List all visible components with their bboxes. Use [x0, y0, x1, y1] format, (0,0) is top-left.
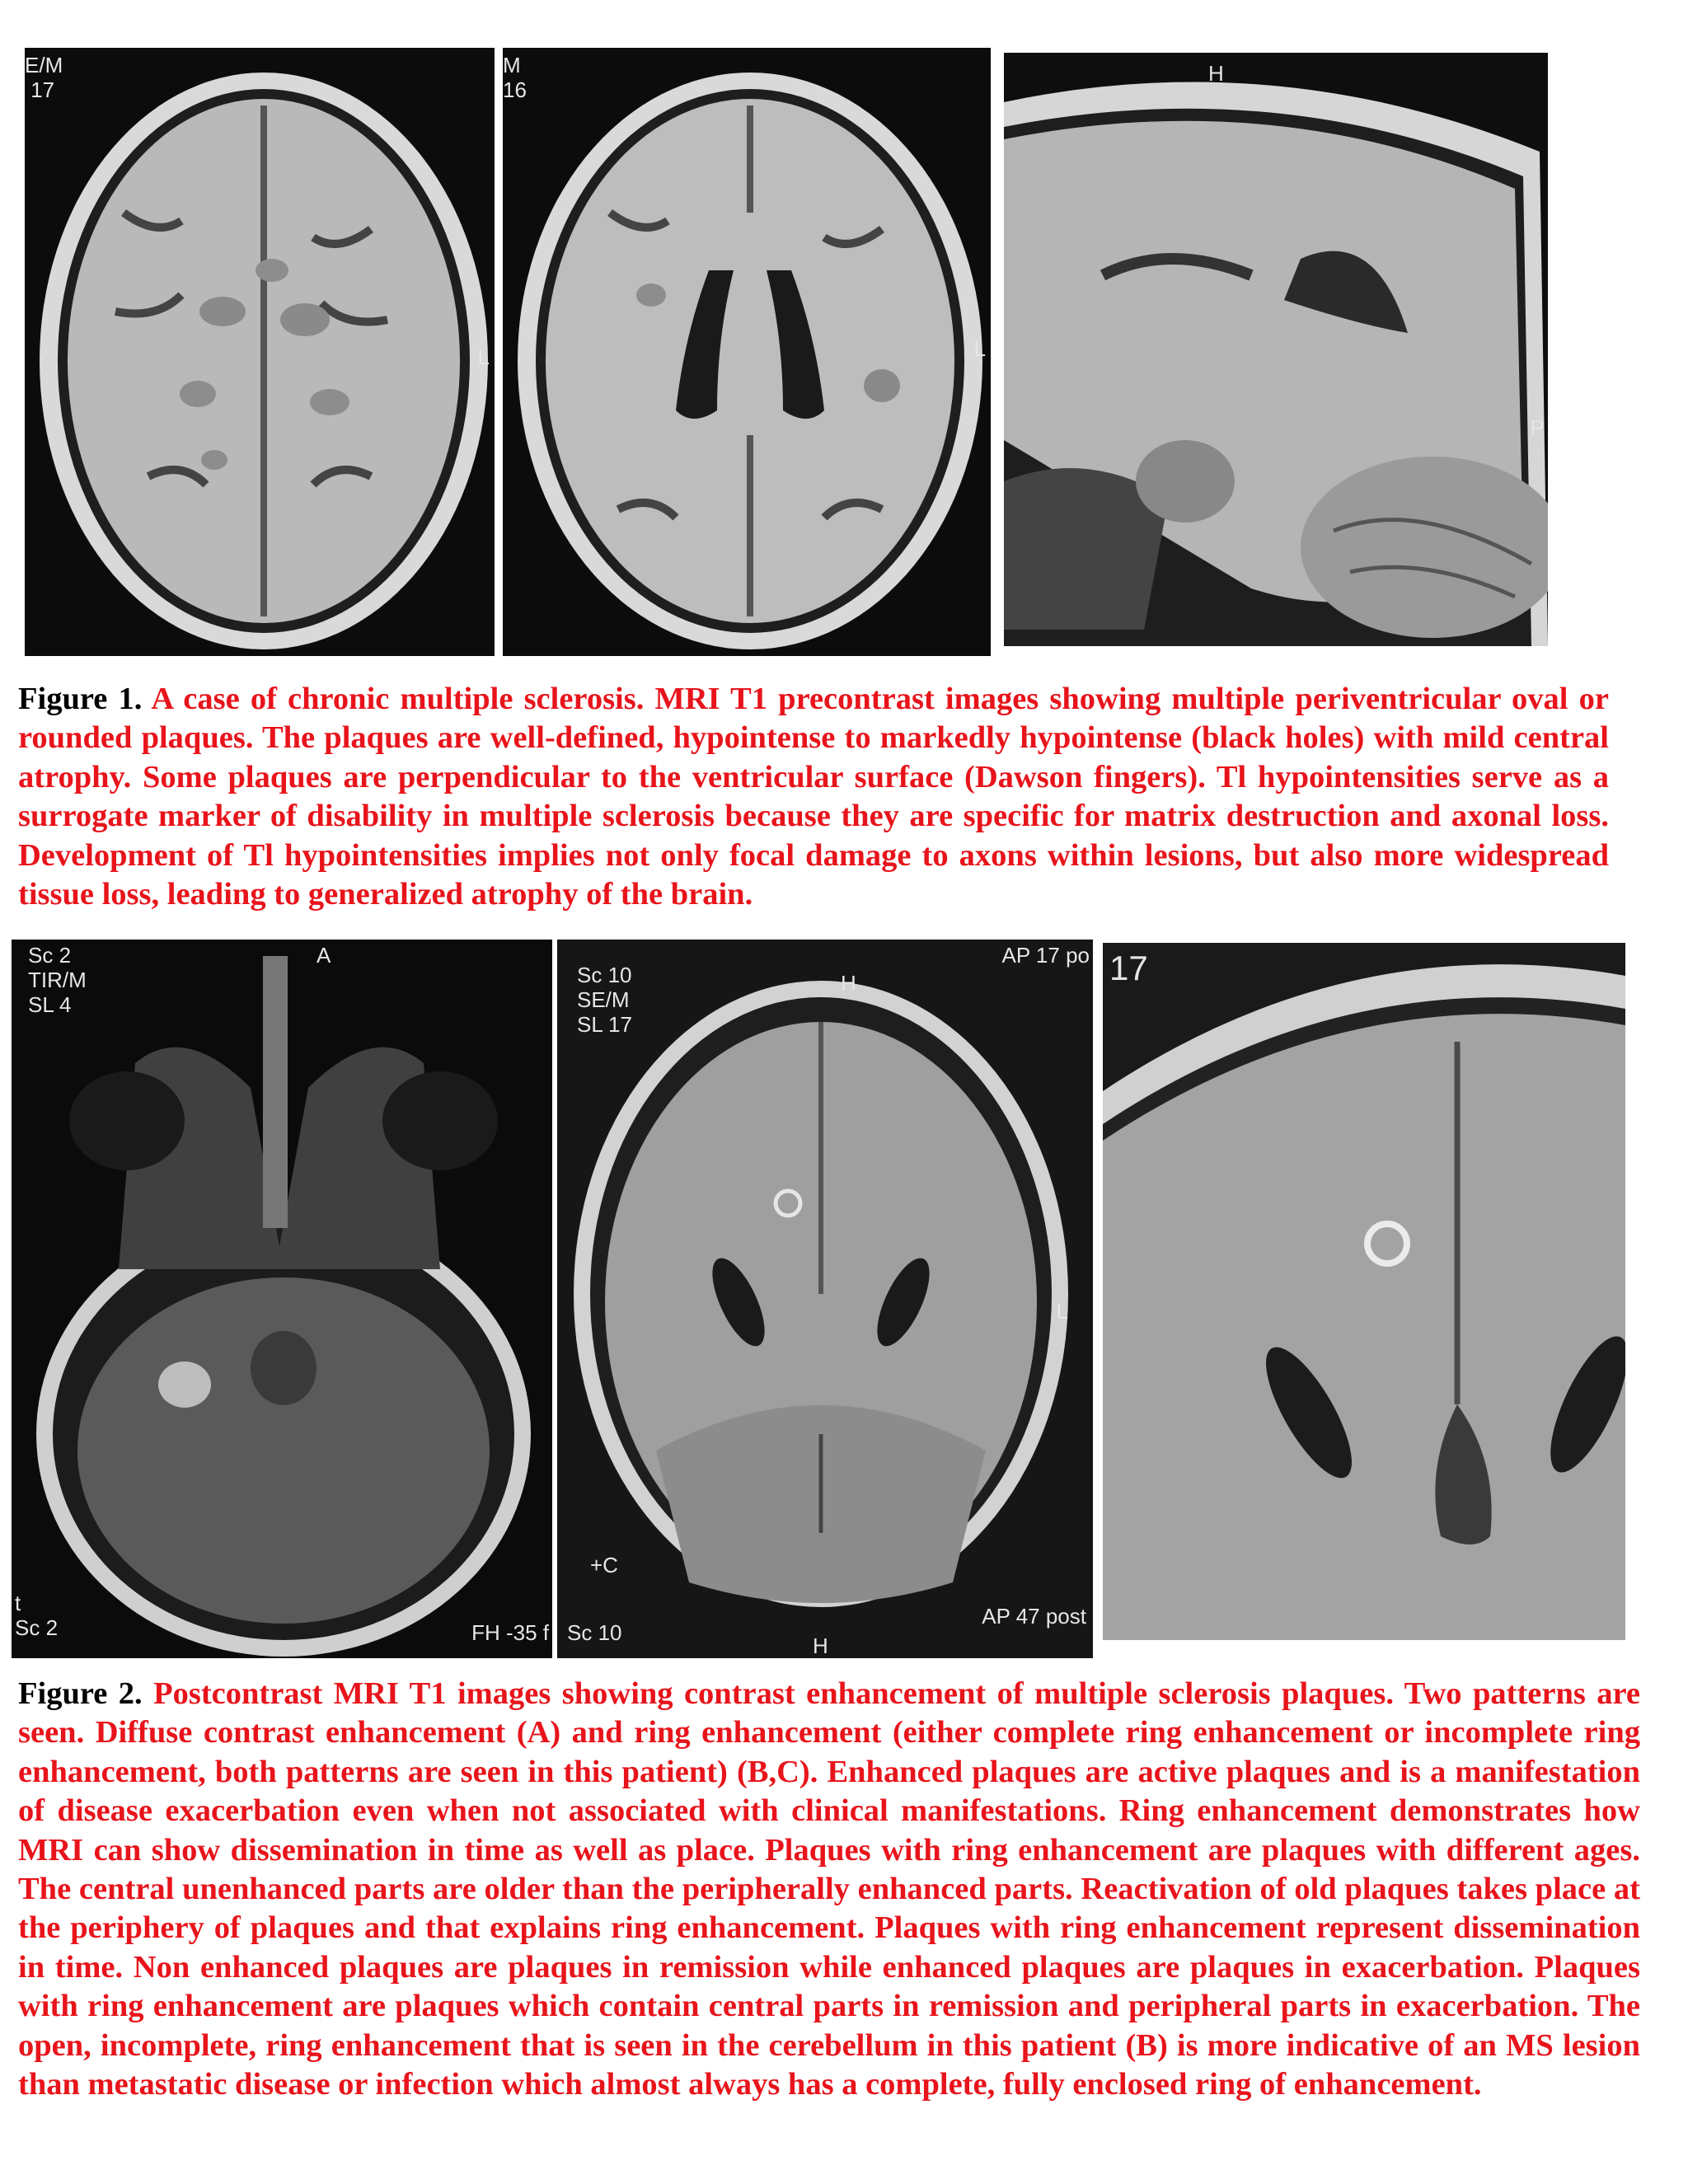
- overlay-orientation-top: H: [1208, 61, 1224, 86]
- figure1-panel-c: [1004, 53, 1548, 646]
- overlay-contrast: +C: [590, 1553, 618, 1577]
- figure1-panel-a: [25, 48, 495, 656]
- mri-coronal-image: [557, 940, 1093, 1658]
- overlay-position: FH -35 f: [471, 1620, 549, 1645]
- mri-axial-posterior-fossa-image: [12, 940, 552, 1658]
- overlay-series: t Sc 2: [15, 1591, 59, 1640]
- overlay-orientation: L: [477, 344, 490, 369]
- overlay-slice-info: M 16: [503, 53, 527, 102]
- overlay-orientation: L: [973, 336, 986, 361]
- figure2-caption: [18, 1675, 1640, 2104]
- figure1-caption: [18, 680, 1609, 914]
- overlay-orientation-top: H: [841, 971, 856, 996]
- overlay-orientation-top: A: [316, 943, 331, 968]
- overlay-position: AP 47 post: [982, 1604, 1086, 1629]
- overlay-position-top: AP 17 po: [1001, 943, 1090, 968]
- figure2-panel-b: [557, 940, 1093, 1658]
- overlay-slice-info: Sc 2 TIR/M SL 4: [28, 943, 87, 1017]
- mri-coronal-zoom-image: [1103, 943, 1625, 1640]
- overlay-orientation-bottom: H: [813, 1633, 828, 1658]
- figure1-label: Figure 1.: [18, 682, 143, 716]
- mri-sagittal-image: [1004, 53, 1548, 646]
- overlay-orientation: L: [1056, 1299, 1068, 1324]
- figure2-caption-text: Postcontrast MRI T1 images showing contrast enhancement of multiple sclerosis plaques. Two patterns are seen. Diffuse contrast enhancement (A) and ring enhancement (either complete ring enhancement or incomplete ring enhancement, both patterns are seen in this patient) (B,C). Enhanced plaques are active plaques and is a manifestation of disease exacerbation even when not associated with clinical manifestations. Ring enhancement demonstrates how MRI can show dissemination in time as well as place. Plaques with ring enhancement are plaques with different ages. The central unenhanced parts are older than the peripherally enhanced parts. Reactivation of old plaques takes place at the periphery of plaques and that explains ring enhancement. Plaques with ring enhancement represent dissemination in time. Non enhanced plaques are plaques in remission while enhanced plaques are plaques in exacerbation. Plaques with ring enhancement are plaques which contain central parts in remission and peripheral parts in exacerbation. The open, incomplete, ring enhancement that is seen in the cerebellum in this patient (B) is more indicative of an MS lesion than metastatic disease or infection which almost always has a complete, fully enclosed ring of enhancement.: [18, 1676, 1640, 2102]
- figure2-panel-a: [12, 940, 552, 1658]
- mri-axial-image: [25, 48, 495, 656]
- overlay-slice-info: Sc 10 SE/M SL 17: [577, 963, 632, 1037]
- overlay-orientation: P: [1530, 415, 1545, 440]
- figure1-panel-b: [503, 48, 991, 656]
- mri-axial-image: [503, 48, 991, 656]
- figure2-label: Figure 2.: [18, 1676, 143, 1711]
- overlay-slice-number: 17: [1109, 949, 1148, 987]
- overlay-slice-info: E/M 17: [25, 53, 63, 102]
- figure2-panel-c: [1103, 943, 1625, 1640]
- overlay-series: Sc 10: [567, 1620, 622, 1645]
- figure1-caption-text: A case of chronic multiple sclerosis. MRI T1 precontrast images showing multiple periventricular oval or rounded plaques. The plaques are well-defined, hypointense to markedly hypointense (black holes) with mild central atrophy. Some plaques are perpendicular to the ventricular surface (Dawson fingers). Tl hypointensities serve as a surrogate marker of disability in multiple sclerosis because they are specific for matrix destruction and axonal loss. Development of Tl hypointensities implies not only focal damage to axons within lesions, but also more widespread tissue loss, leading to generalized atrophy of the brain.: [18, 682, 1609, 912]
